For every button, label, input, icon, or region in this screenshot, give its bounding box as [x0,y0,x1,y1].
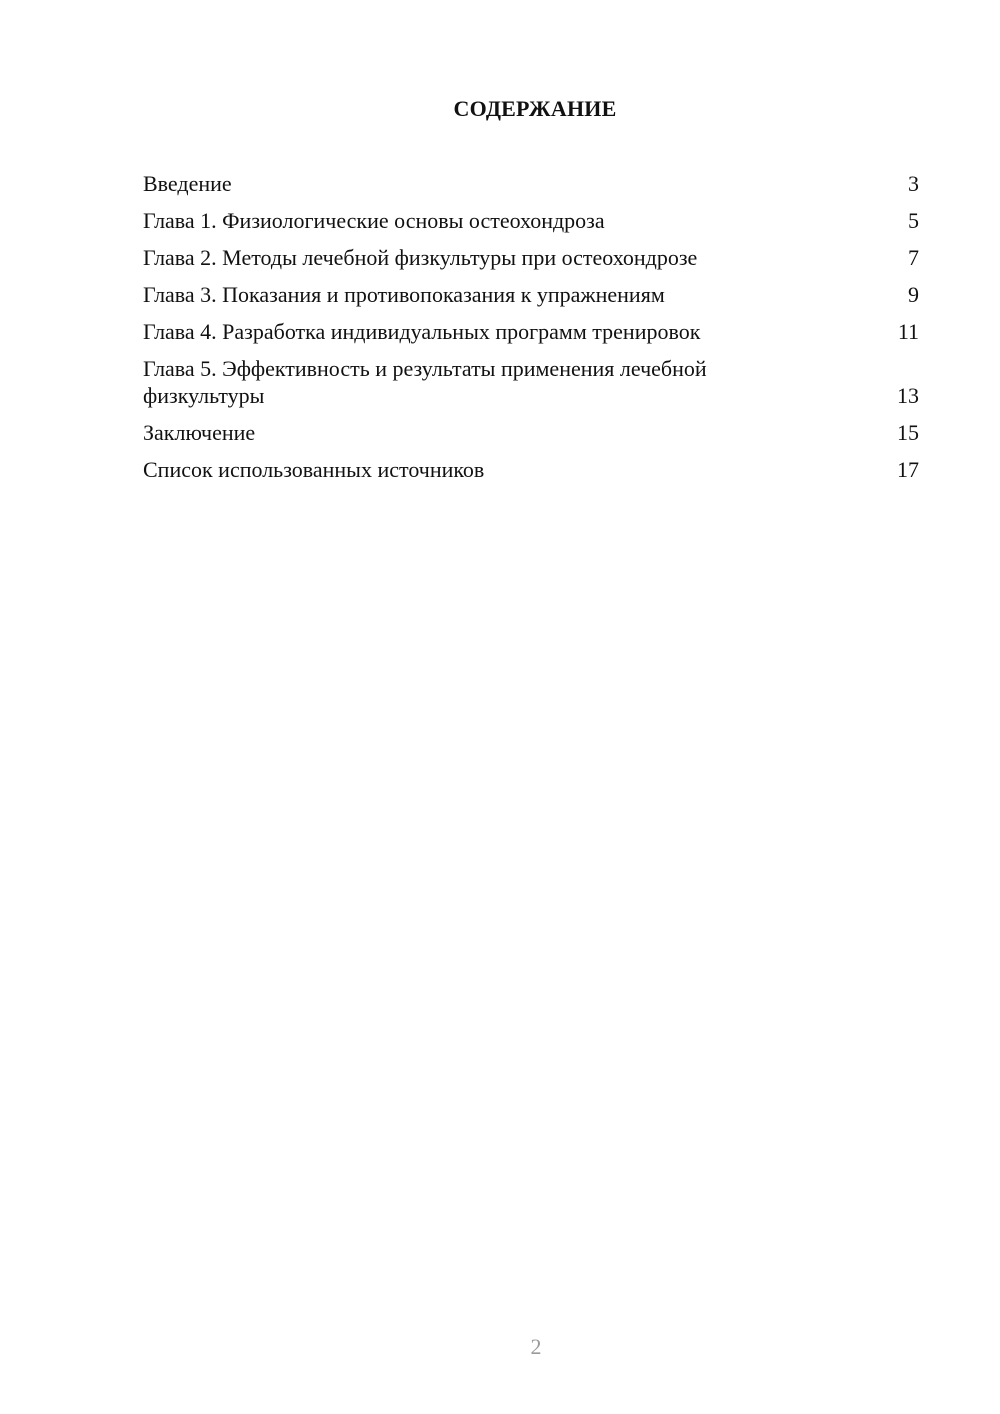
toc-entry-chapter-4 [143,318,919,345]
toc-entry-label: Глава 1. Физиологические основы остеохондроза [143,208,605,233]
toc-entry-chapter-1 [143,207,919,234]
toc-entry-label: Введение [143,171,232,196]
page-number: 2 [530,1334,542,1359]
toc-entry-conclusion [143,419,919,446]
toc-entry-chapter-5 [143,355,919,409]
toc-entry-label: Глава 4. Разработка индивидуальных программ тренировок [143,319,701,344]
toc-entry-page: 13 [897,383,919,408]
toc-entry-page: 5 [908,208,919,233]
toc-entry-page: 17 [897,457,919,482]
toc-entry-label: Глава 2. Методы лечебной физкультуры при остеохондрозе [143,245,698,270]
toc-entry-label: Список использованных источников [143,457,485,482]
toc-entry-references [143,456,919,483]
toc-entry-page: 11 [897,319,919,344]
toc-entry-label: Глава 5. Эффективность и результаты применения лечебной физкультуры [143,356,707,408]
toc-entry-introduction [143,170,919,197]
toc-entry-page: 15 [897,420,919,445]
toc-title: СОДЕРЖАНИЕ [453,96,617,121]
toc-entry-chapter-3 [143,281,919,308]
toc-entry-label: Заключение [143,420,256,445]
toc-entry-page: 7 [908,245,919,270]
toc-entry-chapter-2 [143,244,919,271]
toc-entry-page: 3 [908,171,919,196]
toc-entry-page: 9 [908,282,919,307]
toc-entry-label: Глава 3. Показания и противопоказания к упражнениям [143,282,665,307]
table-of-contents [143,170,919,493]
